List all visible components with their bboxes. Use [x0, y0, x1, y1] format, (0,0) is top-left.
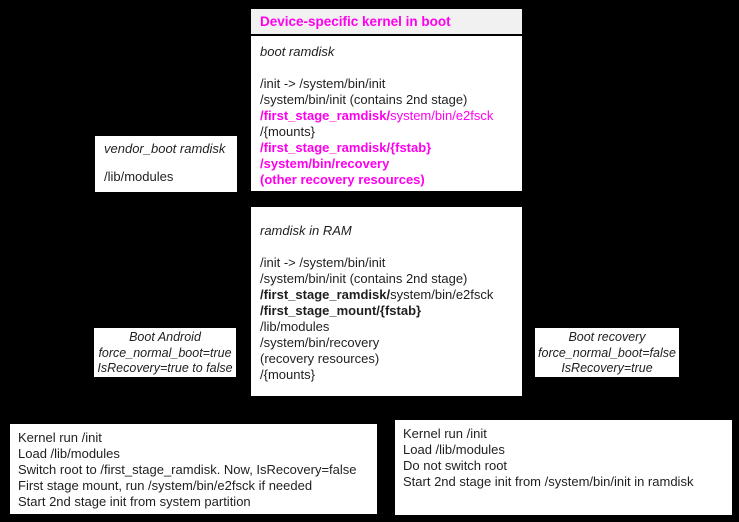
text-segment: /system/bin/recovery — [260, 335, 380, 350]
text-line: Start 2nd stage init from system partition — [18, 494, 251, 509]
text-segment: /{mounts} — [260, 367, 315, 382]
text-line — [260, 156, 513, 172]
ramdisk-in-ram-body — [251, 207, 522, 391]
text-segment: /first_stage_ramdisk/ — [260, 287, 391, 302]
recovery-boot-steps-lines — [403, 426, 724, 490]
text-line — [260, 92, 513, 108]
text-line: Load /lib/modules — [18, 446, 120, 461]
text-line — [260, 303, 513, 319]
text-segment: /init -> /system/bin/init — [260, 76, 386, 91]
text-segment: /lib/modules — [260, 319, 330, 334]
text-line: force_normal_boot=true — [98, 345, 232, 360]
vendor-boot-title: vendor_boot ramdisk — [104, 141, 226, 156]
text-line — [260, 255, 513, 271]
android-boot-steps-box — [10, 424, 377, 514]
text-segment: /init -> /system/bin/init — [260, 255, 386, 270]
text-line — [260, 271, 513, 287]
text-line: Boot Android — [129, 330, 201, 344]
spacer — [104, 157, 228, 169]
ramdisk-in-ram-title: ramdisk in RAM — [260, 223, 352, 238]
vendor-boot-body — [95, 136, 237, 190]
text-line: force_normal_boot=false — [538, 345, 676, 360]
text-line — [260, 287, 513, 303]
text-line — [260, 367, 513, 383]
text-segment: /system/bin/init (contains 2nd stage) — [260, 271, 468, 286]
text-segment: /first_stage_mount/{fstab} — [260, 303, 422, 318]
text-line — [260, 140, 513, 156]
text-line — [260, 76, 513, 92]
ramdisk-in-ram-box — [251, 207, 522, 396]
text-line — [260, 351, 513, 367]
device-kernel-boot-box — [251, 9, 522, 191]
text-line: Do not switch root — [403, 458, 508, 473]
text-line: Boot recovery — [568, 330, 646, 344]
text-segment: system/bin/e2fsck — [390, 287, 494, 302]
ramdisk-in-ram-contents — [260, 255, 513, 383]
text-line: IsRecovery=true to false — [97, 361, 233, 375]
text-segment: (recovery resources) — [260, 351, 380, 366]
text-segment: system/bin/e2fsck — [390, 108, 494, 123]
vendor-boot-contents — [104, 169, 228, 185]
text-segment: /first_stage_ramdisk/ — [260, 108, 391, 123]
text-line: Kernel run /init — [403, 426, 487, 441]
recovery-boot-steps-box — [395, 420, 732, 515]
text-line: Start 2nd stage init from /system/bin/init in ramdisk — [403, 474, 694, 489]
text-segment: /system/bin/recovery — [260, 156, 390, 171]
text-line — [260, 319, 513, 335]
text-segment: /{mounts} — [260, 124, 315, 139]
text-line — [260, 108, 513, 124]
spacer — [260, 239, 513, 255]
text-segment: /first_stage_ramdisk/{fstab} — [260, 140, 432, 155]
device-kernel-boot-body — [251, 36, 522, 196]
boot-recovery-note-lines — [537, 330, 677, 377]
text-line — [260, 172, 513, 188]
text-segment: (other recovery resources) — [260, 172, 425, 187]
boot-android-note-lines — [96, 330, 234, 377]
vendor-boot-box — [95, 136, 237, 192]
boot-ramdisk-contents — [260, 76, 513, 188]
text-line: Switch root to /first_stage_ramdisk. Now, IsRecovery=false — [18, 462, 357, 477]
device-kernel-boot-header: Device-specific kernel in boot — [251, 9, 522, 36]
text-line — [260, 335, 513, 351]
text-segment: /system/bin/init (contains 2nd stage) — [260, 92, 468, 107]
boot-android-note — [94, 328, 236, 377]
text-line: Kernel run /init — [18, 430, 102, 445]
text-line: /lib/modules — [104, 169, 174, 184]
boot-recovery-note — [535, 328, 679, 377]
text-line: First stage mount, run /system/bin/e2fsck if needed — [18, 478, 313, 493]
text-line: IsRecovery=true — [561, 361, 653, 375]
boot-ramdisk-title: boot ramdisk — [260, 44, 335, 59]
text-line: Load /lib/modules — [403, 442, 505, 457]
text-line — [260, 124, 513, 140]
android-boot-steps-lines — [18, 430, 369, 510]
spacer — [260, 60, 513, 76]
